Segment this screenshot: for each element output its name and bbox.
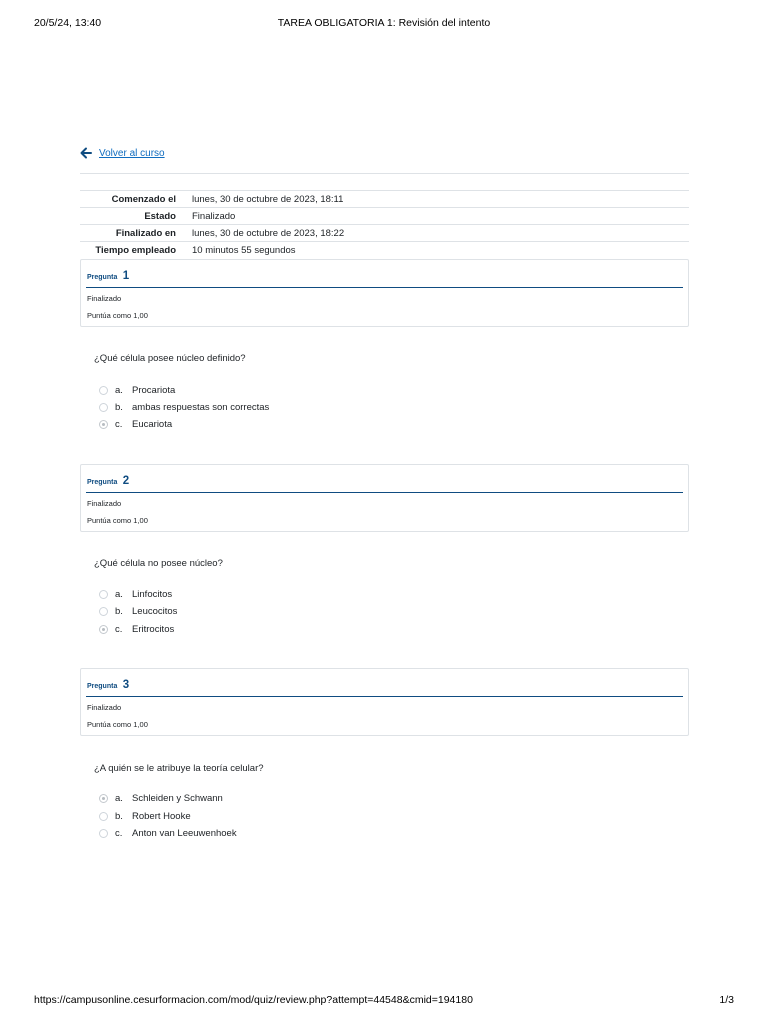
answer-option-selected[interactable]: [99, 793, 223, 804]
answer-option-selected[interactable]: [99, 624, 175, 635]
back-link-label: Volver al curso: [99, 147, 165, 159]
question-title: [87, 675, 129, 693]
back-to-course-link[interactable]: [80, 147, 165, 159]
answer-letter: b.: [115, 811, 123, 822]
question-state: Finalizado: [87, 703, 122, 712]
question-number: 1: [122, 270, 130, 282]
answer-option[interactable]: [99, 811, 191, 822]
summary-row: [80, 191, 689, 208]
answer-option[interactable]: [99, 385, 176, 396]
radio-button-selected[interactable]: [99, 625, 108, 634]
answer-text: Eucariota: [132, 419, 173, 430]
summary-row: [80, 225, 689, 242]
question-text: ¿Qué célula no posee núcleo?: [94, 558, 223, 569]
answer-text: Anton van Leeuwenhoek: [132, 828, 237, 839]
question-title: [87, 266, 129, 284]
question-grade: Puntúa como 1,00: [87, 720, 148, 729]
question-grade: Puntúa como 1,00: [87, 311, 148, 320]
radio-button[interactable]: [99, 403, 108, 412]
print-title: TAREA OBLIGATORIA 1: Revisión del intento: [277, 17, 491, 29]
question-number: 3: [122, 679, 130, 691]
summary-value: Finalizado: [186, 208, 689, 225]
radio-button[interactable]: [99, 607, 108, 616]
summary-label: Estado: [80, 208, 186, 225]
question-info-box: [80, 668, 689, 736]
question-word: Pregunta: [87, 479, 118, 486]
question-state: Finalizado: [87, 294, 122, 303]
answer-letter: a.: [115, 385, 123, 396]
radio-button-selected[interactable]: [99, 794, 108, 803]
summary-label: Comenzado el: [80, 191, 186, 208]
answer-text: Procariota: [132, 385, 176, 396]
answer-letter: a.: [115, 793, 123, 804]
radio-button[interactable]: [99, 386, 108, 395]
answer-letter: c.: [115, 624, 123, 635]
summary-value: lunes, 30 de octubre de 2023, 18:22: [186, 225, 689, 242]
print-page-number: 1/3: [719, 994, 734, 1006]
question-state: Finalizado: [87, 499, 122, 508]
question-grade: Puntúa como 1,00: [87, 516, 148, 525]
radio-button-selected[interactable]: [99, 420, 108, 429]
summary-value: 10 minutos 55 segundos: [186, 242, 689, 259]
answer-option[interactable]: [99, 828, 237, 839]
answer-letter: c.: [115, 828, 123, 839]
radio-button[interactable]: [99, 829, 108, 838]
attempt-summary-table: [80, 173, 689, 258]
question-text: ¿Qué célula posee núcleo definido?: [94, 353, 246, 364]
answer-option[interactable]: [99, 606, 178, 617]
question-divider: [86, 696, 683, 697]
summary-row: [80, 208, 689, 225]
question-word: Pregunta: [87, 683, 118, 690]
summary-label: Finalizado en: [80, 225, 186, 242]
answer-text: ambas respuestas son correctas: [132, 402, 270, 413]
answer-text: Robert Hooke: [132, 811, 191, 822]
summary-value: lunes, 30 de octubre de 2023, 18:11: [186, 191, 689, 208]
answer-option[interactable]: [99, 589, 173, 600]
question-divider: [86, 287, 683, 288]
answer-option-selected[interactable]: [99, 419, 173, 430]
answer-text: Schleiden y Schwann: [132, 793, 223, 804]
summary-row: [80, 242, 689, 259]
answer-letter: a.: [115, 589, 123, 600]
answer-text: Leucocitos: [132, 606, 178, 617]
question-text: ¿A quién se le atribuye la teoría celular?: [94, 763, 264, 774]
question-number: 2: [122, 475, 130, 487]
answer-letter: b.: [115, 402, 123, 413]
answer-text: Linfocitos: [132, 589, 173, 600]
question-info-box: [80, 464, 689, 532]
print-url: https://campusonline.cesurformacion.com/mod/quiz/review.php?attempt=44548&cmid=194180: [34, 994, 473, 1006]
radio-button[interactable]: [99, 812, 108, 821]
arrow-left-icon: [80, 147, 92, 159]
question-info-box: [80, 259, 689, 327]
print-datetime: 20/5/24, 13:40: [34, 17, 102, 29]
question-title: [87, 471, 129, 489]
answer-letter: c.: [115, 419, 123, 430]
question-divider: [86, 492, 683, 493]
summary-label: Tiempo empleado: [80, 242, 186, 259]
answer-letter: b.: [115, 606, 123, 617]
radio-button[interactable]: [99, 590, 108, 599]
question-word: Pregunta: [87, 274, 118, 281]
answer-option[interactable]: [99, 402, 270, 413]
answer-text: Eritrocitos: [132, 624, 175, 635]
